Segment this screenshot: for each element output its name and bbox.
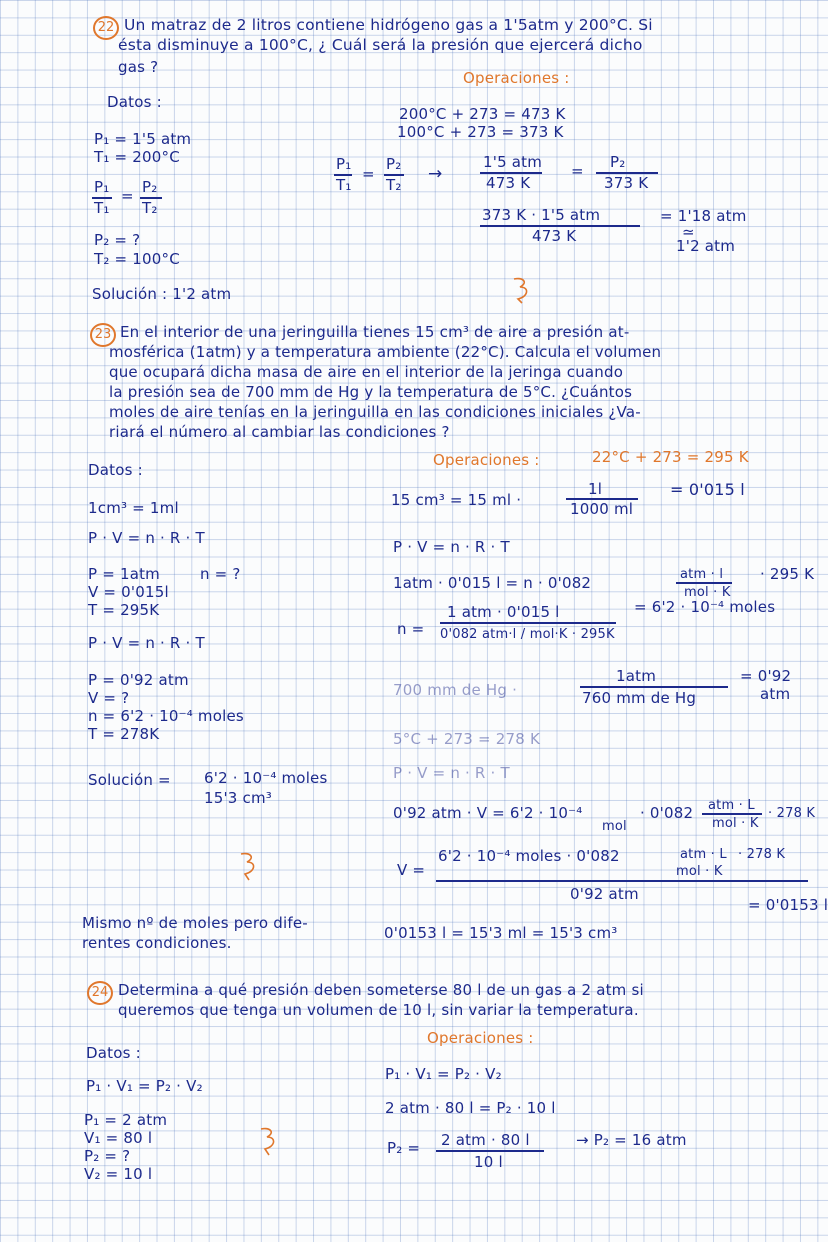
problem-23-op-volume-num: 1l	[588, 480, 603, 498]
problem-22-op-sub-d2: 373 K	[604, 174, 649, 192]
problem-22-op-formula-n1: P₁	[336, 155, 352, 173]
problem-24-op-p2-bar	[436, 1150, 544, 1152]
problem-24-datos-v2: V₂ = 10 l	[84, 1165, 153, 1183]
problem-22-solution: Solución : 1'2 atm	[92, 285, 232, 303]
problem-22-datos-formula-d1: T₁	[94, 199, 110, 217]
problem-23-datos-t2: T = 278K	[88, 725, 160, 743]
problem-22-op-result-num: 373 K · 1'5 atm	[482, 206, 601, 224]
problem-22-datos-formula-n1: P₁	[94, 178, 110, 196]
problem-23-solution-label: Solución =	[88, 771, 171, 789]
problem-22-op-kelvin-2: 100°C + 273 = 373 K	[397, 123, 564, 141]
problem-24-op-p2-label: P₂ =	[387, 1139, 421, 1157]
problem-23-op-n-num: 1 atm · 0'015 l	[447, 603, 560, 621]
problem-23-number: 23	[90, 323, 116, 347]
problem-23-op-moles-r-den: mol · K	[684, 585, 731, 600]
problem-23-datos-v2: V = ?	[88, 689, 130, 707]
problem-23-op-v-num-unit: atm · L	[680, 847, 727, 862]
problem-23-datos-n2: n = 6'2 · 10⁻⁴ moles	[88, 707, 244, 725]
problem-22-statement-line-3: gas ?	[118, 58, 159, 76]
problem-23-op-pressure-bar	[580, 686, 728, 688]
problem-23-op-moles-r-num: atm · l	[680, 567, 724, 582]
problem-23-statement-line-1: En el interior de una jeringuilla tienes 15 cm³ de aire a presión at-	[120, 323, 630, 341]
problem-22-statement-line-1: Un matraz de 2 litros contiene hidrógeno gas a 1'5atm y 200°C. Si	[124, 16, 653, 34]
problem-23-op-volume-eq-r: · 0'082	[640, 804, 694, 822]
problem-22-datos-formula-eq: =	[121, 187, 134, 205]
problem-23-op-volume-eq-mol: mol	[602, 819, 627, 834]
problem-23-op-v-num-unit-den: mol · K	[676, 864, 723, 879]
problem-22-op-sub-n2: P₂	[610, 153, 626, 171]
problem-23-op-moles-a: 1atm · 0'015 l = n · 0'082	[393, 574, 592, 592]
problem-23-op-pressure-unit: atm	[760, 685, 791, 703]
problem-23-op-n-den: 0'082 atm·l / mol·K · 295K	[440, 627, 615, 642]
section-mark-1	[508, 275, 538, 305]
problem-23-op-volume-a: 15 cm³ = 15 ml ·	[391, 491, 522, 509]
problem-23-op-formula-2: P · V = n · R · T	[393, 764, 510, 782]
problem-23-op-v-label: V =	[397, 861, 426, 879]
problem-24-op-p2-num: 2 atm · 80 l	[441, 1131, 530, 1149]
problem-24-op-p2-result: → P₂ = 16 atm	[576, 1131, 687, 1149]
problem-22-op-formula-d1: T₁	[336, 176, 352, 194]
problem-22-operaciones-label: Operaciones :	[463, 69, 570, 87]
problem-23-statement-line-5: moles de aire tenías en la jeringuilla en las condiciones iniciales ¿Va-	[109, 403, 641, 421]
problem-23-statement-line-4: la presión sea de 700 mm de Hg y la temperatura de 5°C. ¿Cuántos	[109, 383, 633, 401]
problem-23-op-moles-temp: · 295 K	[760, 565, 815, 583]
problem-22-datos-t1: T₁ = 200°C	[94, 148, 180, 166]
section-mark-3	[255, 1125, 285, 1157]
problem-24-statement-line-1: Determina a qué presión deben someterse 80 l de un gas a 2 atm si	[118, 981, 644, 999]
problem-22-datos-p2: P₂ = ?	[94, 231, 141, 249]
problem-23-operaciones-label: Operaciones :	[433, 451, 540, 469]
problem-23-op-v-den: 0'92 atm	[570, 885, 639, 903]
problem-23-op-v-result: = 0'0153 l	[748, 896, 828, 914]
problem-23-datos-p2: P = 0'92 atm	[88, 671, 189, 689]
problem-23-op-v-bar	[436, 880, 808, 882]
problem-23-op-kelvin-2: 5°C + 273 = 278 K	[393, 730, 540, 748]
problem-23-op-v-num: 6'2 · 10⁻⁴ moles · 0'082	[438, 847, 620, 865]
problem-23-datos-label: Datos :	[88, 461, 143, 479]
problem-23-op-volume-eq-temp: · 278 K	[768, 806, 816, 821]
problem-23-note-line-1: Mismo nº de moles pero dife-	[82, 914, 308, 932]
problem-23-solution-moles: 6'2 · 10⁻⁴ moles	[204, 769, 328, 787]
problem-22-op-result: = 1'18 atm	[660, 207, 747, 225]
problem-23-statement-line-6: riará el número al cambiar las condiciones ?	[109, 423, 450, 441]
problem-23-op-pressure-a: 700 mm de Hg ·	[393, 681, 518, 699]
problem-22-datos-p1: P₁ = 1'5 atm	[94, 130, 192, 148]
problem-22-datos-label: Datos :	[107, 93, 162, 111]
problem-24-op-p2-den: 10 l	[474, 1153, 503, 1171]
problem-22-op-approx: ≃	[682, 223, 695, 241]
problem-23-datos-v: V = 0'015l	[88, 583, 169, 601]
problem-22-op-sub-d1: 473 K	[486, 174, 531, 192]
problem-22-number: 22	[93, 16, 119, 40]
problem-24-statement-line-2: queremos que tenga un volumen de 10 l, sin variar la temperatura.	[118, 1001, 639, 1019]
problem-24-datos-v1: V₁ = 80 l	[84, 1129, 153, 1147]
problem-24-datos-p2: P₂ = ?	[84, 1147, 131, 1165]
problem-24-operaciones-label: Operaciones :	[427, 1029, 534, 1047]
problem-23-op-kelvin: 22°C + 273 = 295 K	[592, 448, 749, 466]
problem-24-op-substitution: 2 atm · 80 l = P₂ · 10 l	[385, 1099, 556, 1117]
problem-23-datos-n: n = ?	[200, 565, 241, 583]
problem-22-op-result-rounded: 1'2 atm	[676, 237, 736, 255]
problem-23-datos-p: P = 1atm	[88, 565, 160, 583]
problem-22-datos-formula-n2: P₂	[142, 178, 158, 196]
problem-23-datos-t: T = 295K	[88, 601, 160, 619]
problem-23-op-n-result: = 6'2 · 10⁻⁴ moles	[634, 598, 776, 616]
problem-22-arrow: →	[428, 164, 443, 184]
problem-22-op-kelvin-1: 200°C + 273 = 473 K	[399, 105, 566, 123]
problem-22-op-sub-eq: =	[571, 162, 584, 180]
problem-23-op-pressure-den: 760 mm de Hg	[582, 689, 697, 707]
problem-24-number: 24	[87, 981, 113, 1005]
problem-22-op-formula-eq: =	[362, 165, 375, 183]
problem-23-op-volume-result: = 0'015 l	[670, 480, 745, 499]
problem-22-op-formula-n2: P₂	[386, 155, 402, 173]
problem-22-datos-t2: T₂ = 100°C	[94, 250, 180, 268]
problem-22-datos-formula-d2: T₂	[142, 199, 158, 217]
problem-24-datos-label: Datos :	[86, 1044, 141, 1062]
problem-23-op-formula-1: P · V = n · R · T	[393, 538, 510, 556]
problem-23-datos-formula-1: P · V = n · R · T	[88, 529, 205, 547]
problem-23-op-v-num-temp: · 278 K	[738, 847, 786, 862]
problem-23-op-n-label: n =	[397, 620, 425, 638]
problem-23-op-final: 0'0153 l = 15'3 ml = 15'3 cm³	[384, 924, 618, 942]
problem-22-op-result-den: 473 K	[532, 227, 577, 245]
problem-23-op-volume-eq-a: 0'92 atm · V = 6'2 · 10⁻⁴	[393, 804, 583, 822]
problem-23-solution-volume: 15'3 cm³	[204, 789, 272, 807]
problem-24-datos-formula: P₁ · V₁ = P₂ · V₂	[86, 1077, 203, 1095]
problem-22-statement-line-2: ésta disminuye a 100°C, ¿ Cuál será la presión que ejercerá dicho	[118, 36, 643, 54]
problem-23-datos-conversion: 1cm³ = 1ml	[88, 499, 179, 517]
problem-24-datos-p1: P₁ = 2 atm	[84, 1111, 168, 1129]
section-mark-2	[235, 850, 265, 882]
problem-23-statement-line-3: que ocupará dicha masa de aire en el interior de la jeringa cuando	[109, 363, 624, 381]
problem-24-op-formula: P₁ · V₁ = P₂ · V₂	[385, 1065, 502, 1083]
problem-23-statement-line-2: mosférica (1atm) y a temperatura ambiente (22°C). Calcula el volumen	[109, 343, 662, 361]
problem-23-op-volume-eq-num: atm · L	[708, 798, 755, 813]
problem-23-op-pressure-result: = 0'92	[740, 667, 792, 685]
problem-23-op-volume-eq-den: mol · K	[712, 816, 759, 831]
problem-22-op-sub-n1: 1'5 atm	[483, 153, 543, 171]
problem-23-note-line-2: rentes condiciones.	[82, 934, 232, 952]
problem-23-op-n-bar	[440, 622, 616, 624]
problem-23-op-volume-den: 1000 ml	[570, 500, 634, 518]
problem-23-datos-formula-2: P · V = n · R · T	[88, 634, 205, 652]
problem-22-op-formula-d2: T₂	[386, 176, 402, 194]
problem-23-op-pressure-num: 1atm	[616, 667, 657, 685]
